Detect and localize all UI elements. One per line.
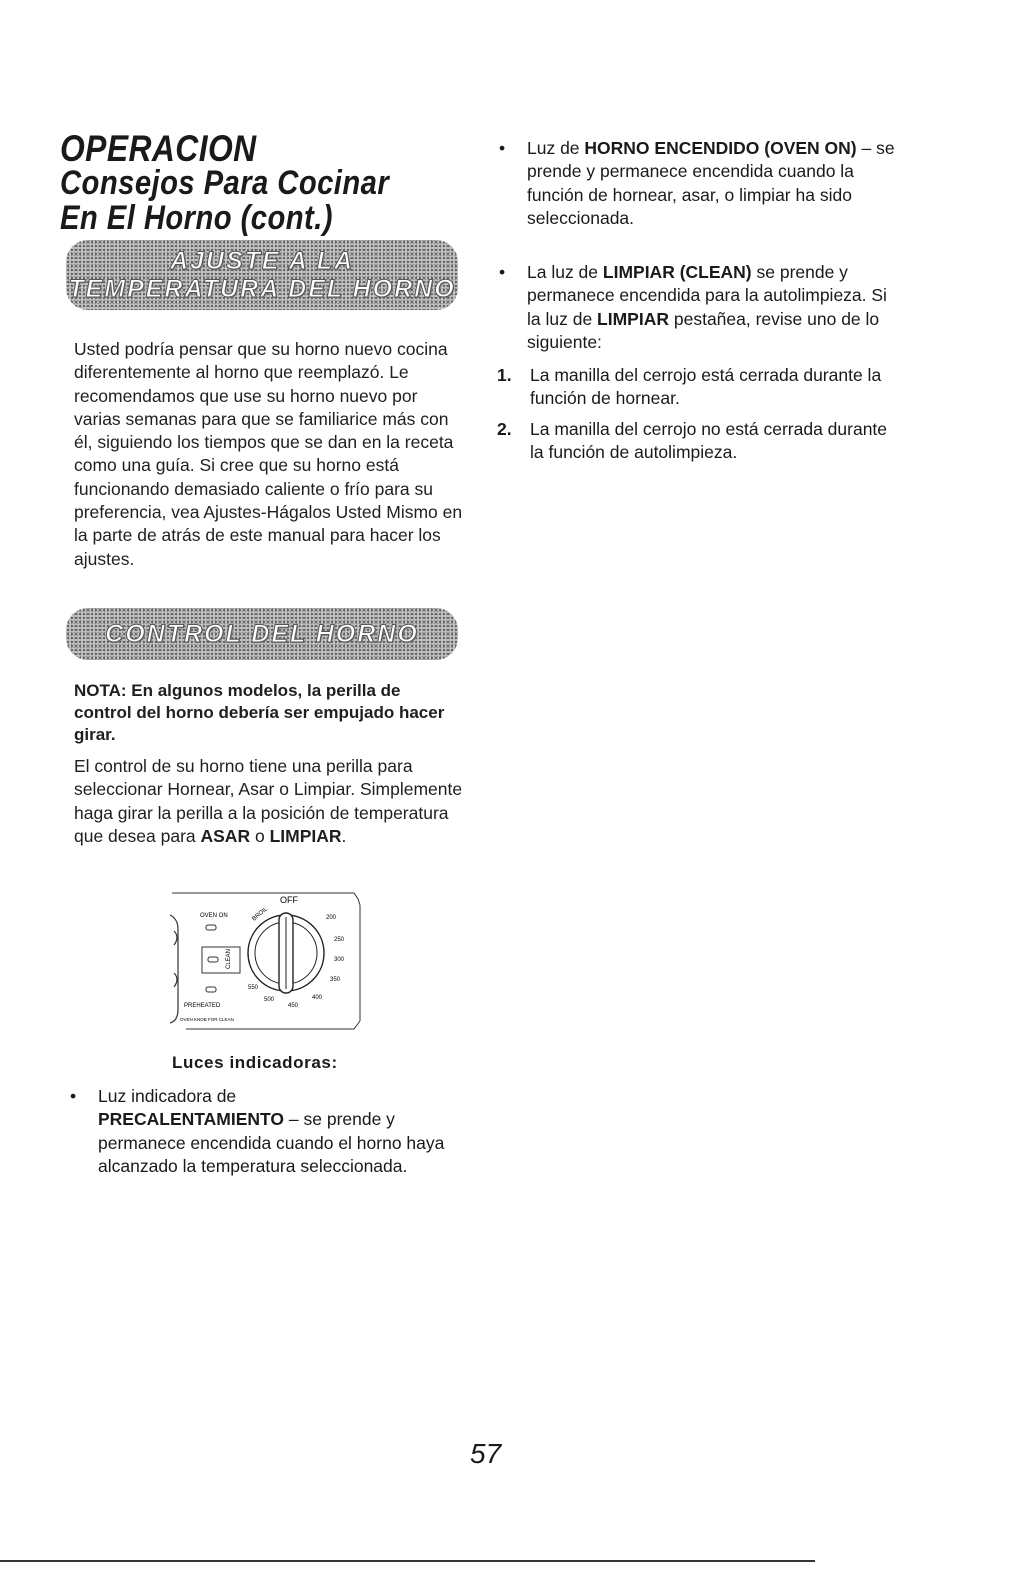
bullet-clean-text — [527, 261, 897, 354]
numbered-item-2 — [497, 418, 897, 466]
item-text: La manilla del cerrojo está cerrada durante la función de hornear. — [530, 365, 882, 409]
clean-label-bold: LIMPIAR (CLEAN) — [602, 262, 752, 282]
item-text: La manilla del cerrojo no está cerrada durante la función de autolimpieza. — [530, 419, 888, 463]
control-paragraph — [74, 755, 464, 848]
preheated-label: PREHEATED — [184, 1003, 221, 1009]
banner2-line-1: CONTROL DEL HORNO — [105, 620, 419, 648]
svg-text:550: 550 — [248, 985, 259, 991]
bullet-dot: • — [499, 262, 506, 282]
clean-label: CLEAN — [226, 948, 232, 969]
oven-on-label: HORNO ENCENDIDO (OVEN ON) — [584, 138, 857, 158]
clean-desc-2: pestañea, revise uno de lo siguiente: — [527, 308, 880, 352]
clean-desc: se prende y permanece encendida para la autolimpieza. Si la luz de — [527, 262, 887, 329]
bullet-dot: • — [499, 138, 506, 158]
bullet-preheat — [70, 1085, 470, 1205]
bullet-preheat-text — [98, 1085, 468, 1178]
bullet-oven-on-text — [527, 137, 897, 230]
banner-temperature-adjust — [66, 240, 458, 310]
svg-text:200: 200 — [326, 915, 337, 921]
item-number: 2. — [497, 419, 512, 439]
oven-dial-svg — [166, 889, 362, 1033]
subtitle-line-1: Consejos Para Cocinar — [60, 164, 390, 202]
item-number: 1. — [497, 365, 512, 385]
svg-text:300: 300 — [334, 957, 345, 963]
broil-label: BROIL — [251, 906, 270, 923]
clean-label-bold-2: LIMPIAR — [597, 308, 669, 329]
bullet-clean — [499, 261, 899, 356]
oven-on-label: OVEN ON — [200, 913, 228, 919]
bullet-dot: • — [70, 1086, 77, 1106]
intro-paragraph: Usted podría pensar que su horno nuevo cocina diferentemente al horno que reemplazó. Le recomendamos que use su horno nuevo por varias semanas para que se familiarice más con él, siguiendo los tiempos que se dan en la receta como una guía. Si cree que su horno está funcionando demasiado caliente o frío para su preferencia, vea Ajustes-Hágalos Usted Mismo en la parte de atrás de este manual para hacer los ajustes. — [74, 339, 463, 569]
or-text: o — [250, 825, 270, 846]
off-label: OFF — [280, 895, 298, 905]
preheat-intro: Luz indicadora de — [98, 1086, 237, 1106]
banner-line-1: AJUSTE A LA — [169, 247, 355, 275]
section-title: OPERACION — [60, 128, 257, 169]
page-number: 57 — [470, 1438, 502, 1469]
subtitle-line-2: En El Horno (cont.) — [60, 199, 333, 237]
oven-on-intro: Luz de — [527, 138, 585, 158]
limpiar-label: LIMPIAR — [269, 825, 342, 846]
oven-dial-illustration — [166, 889, 362, 1033]
banner-oven-control — [66, 608, 458, 660]
preheat-label: PRECALENTAMIENTO — [98, 1109, 285, 1130]
banner-line-2: TEMPERATURA DEL HORNO — [68, 275, 456, 303]
oven-on-desc: – se prende y permanece encendida cuando la función de hornear, asar, o limpiar ha sido seleccionada. — [527, 138, 895, 228]
svg-text:350: 350 — [330, 977, 341, 983]
control-text: El control de su horno tiene una perilla para seleccionar Hornear, Asar o Limpiar. Simplemente haga girar la perilla a la posición de temperatura que desea para — [74, 756, 463, 846]
preheat-desc: – se prende y permanece encendida cuando el horno haya alcanzado la temperatura seleccionada. — [98, 1109, 445, 1176]
numbered-item-1 — [497, 364, 897, 412]
indicator-lights-title: Luces indicadoras: — [172, 1053, 338, 1072]
svg-text:250: 250 — [334, 937, 345, 943]
bottom-rule — [0, 1560, 815, 1562]
note-paragraph: NOTA: En algunos modelos, la perilla de control del horno debería ser empujado hacer girar. — [74, 681, 445, 744]
svg-text:450: 450 — [288, 1003, 299, 1009]
svg-text:500: 500 — [264, 997, 275, 1003]
dial-caption: OVEN KNOB FOR CLEAN — [180, 1017, 234, 1022]
asar-label: ASAR — [200, 825, 251, 846]
bullet-oven-on — [499, 137, 899, 252]
period: . — [341, 825, 347, 846]
svg-text:400: 400 — [312, 995, 323, 1001]
clean-intro: La luz de — [527, 262, 603, 282]
